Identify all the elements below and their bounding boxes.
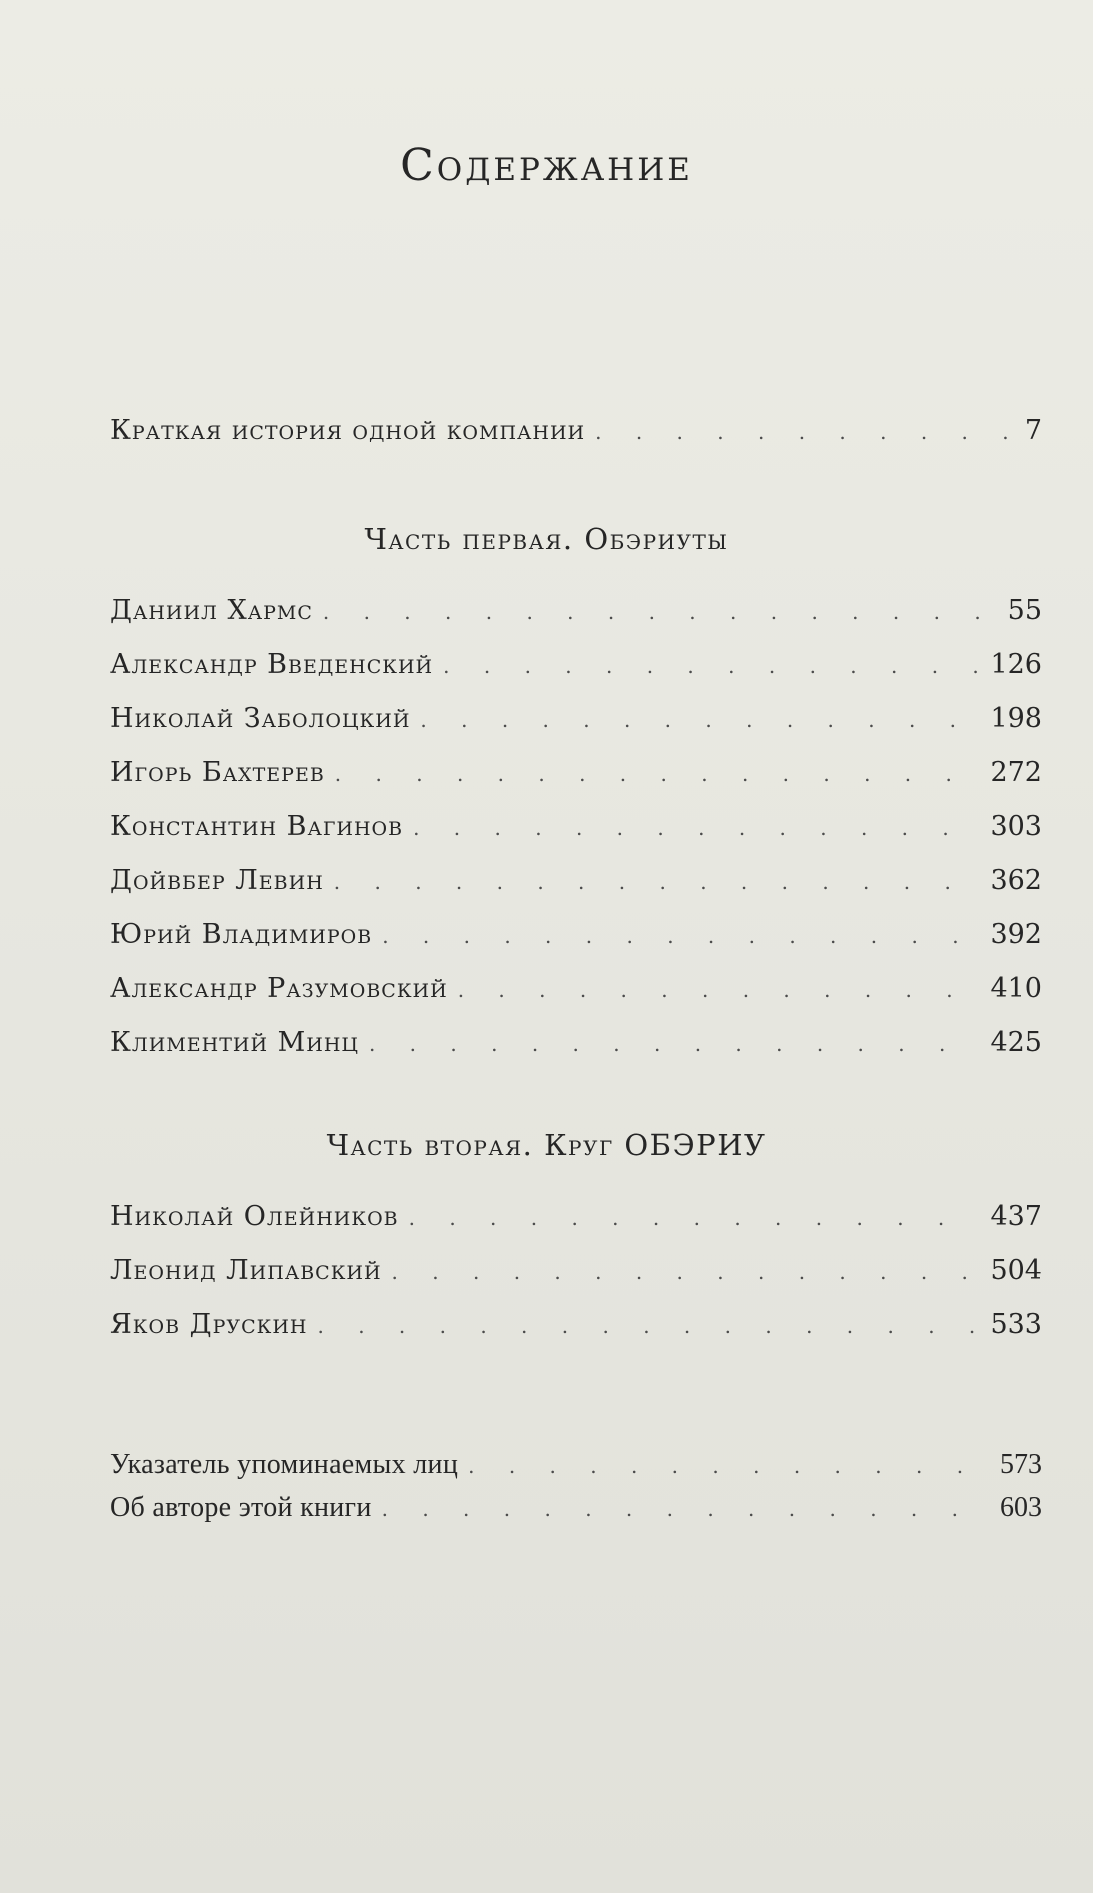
toc-entry-label: Яков Друскин [110, 1309, 308, 1340]
toc-entry [110, 865, 1042, 896]
dot-leader [323, 600, 998, 624]
dot-leader [595, 420, 1015, 444]
toc-entry-label: Об авторе этой книги [110, 1492, 372, 1523]
dot-leader [458, 978, 981, 1002]
page-title: Содержание [400, 140, 693, 191]
toc-entry-page: 55 [1007, 595, 1042, 626]
part-one-title: Часть первая. Обэриуты [364, 522, 729, 556]
toc-entry-page: 410 [990, 973, 1042, 1004]
dot-leader [420, 708, 980, 732]
toc-entry-page: 603 [1000, 1492, 1042, 1523]
dot-leader [382, 1497, 990, 1521]
toc-entry-label: Указатель упоминаемых лиц [110, 1449, 459, 1480]
toc-entry-label: Константин Вагинов [110, 811, 404, 842]
toc-entry [110, 595, 1042, 626]
toc-entry-page: 533 [990, 1309, 1042, 1340]
toc-entry [110, 1255, 1042, 1286]
toc-entry-page: 504 [990, 1255, 1042, 1286]
toc-entry-label: Юрий Владимиров [110, 919, 373, 950]
toc-entry-page: 7 [1024, 415, 1042, 446]
toc-entry-page: 573 [1000, 1449, 1042, 1480]
toc-entry-page: 437 [990, 1201, 1042, 1232]
toc-entry-page: 425 [990, 1027, 1042, 1058]
dot-leader [334, 870, 981, 894]
dot-leader [443, 654, 980, 678]
toc-entry-label: Николай Олейников [110, 1201, 399, 1232]
dot-leader [413, 816, 980, 840]
dot-leader [392, 1260, 981, 1284]
toc-entry [110, 703, 1042, 734]
toc-entry [110, 1027, 1042, 1058]
toc-entry-label: Николай Заболоцкий [110, 703, 411, 734]
toc-entry-label: Александр Разумовский [110, 973, 448, 1004]
toc-entry [110, 1201, 1042, 1232]
toc-entry [110, 757, 1042, 788]
toc-entry-label: Александр Введенский [110, 649, 434, 680]
toc-entry [110, 649, 1042, 680]
toc-entry-page: 392 [990, 919, 1042, 950]
toc-entry [110, 1309, 1042, 1340]
dot-leader [409, 1206, 981, 1230]
dot-leader [335, 762, 981, 786]
toc-entry-label: Краткая история одной компании [110, 415, 586, 446]
toc-entry-label: Дойвбер Левин [110, 865, 324, 896]
toc-entry-page: 272 [990, 757, 1042, 788]
toc-entry-intro [110, 415, 1042, 446]
dot-leader [382, 924, 980, 948]
toc-entry-label: Климентий Минц [110, 1027, 359, 1058]
part-two-title: Часть вторая. Круг ОБЭРИУ [326, 1128, 767, 1162]
toc-entry-label: Игорь Бахтерев [110, 757, 325, 788]
toc-entry [110, 919, 1042, 950]
toc-entry-page: 362 [990, 865, 1042, 896]
toc-entry-appendix [110, 1492, 1042, 1524]
toc-entry-label: Даниил Хармс [110, 595, 313, 626]
toc-entry-page: 198 [990, 703, 1042, 734]
toc-entry [110, 811, 1042, 842]
toc-entry-page: 126 [990, 649, 1042, 680]
toc-entry-label: Леонид Липавский [110, 1255, 382, 1286]
toc-entry-page: 303 [990, 811, 1042, 842]
dot-leader [369, 1032, 980, 1056]
dot-leader [468, 1454, 990, 1478]
dot-leader [317, 1314, 980, 1338]
toc-entry [110, 973, 1042, 1004]
toc-entry-appendix [110, 1449, 1042, 1481]
